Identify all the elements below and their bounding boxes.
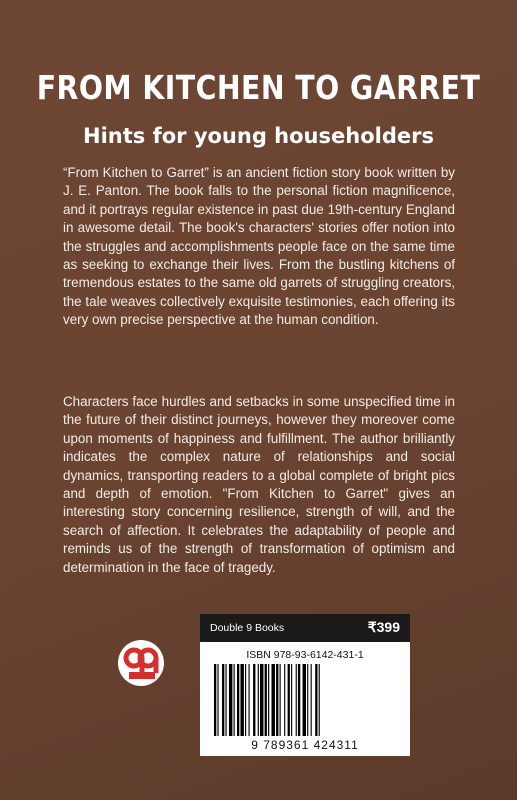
blurb-paragraph-1: “From Kitchen to Garret” is an ancient fiction story book written by J. E. Panton. The book falls to the personal fiction magnificence, and it portrays regular existence in past due 19th-century England in awesome detail. The book's characters' stories offer notion into the struggles and accomplishments people face on the same time as seeking to exchange their lives. From the bustling kitchens of tremendous estates to the same old garrets of struggling creators, the tale weaves collectively exquisite testimonies, each offering its very own precise perspective at the human condition. <box>63 165 455 328</box>
page-subtitle: Hints for young householders <box>83 124 434 148</box>
page-title: FROM KITCHEN TO GARRET <box>36 68 481 107</box>
publisher-logo <box>117 639 165 687</box>
barcode-box <box>200 614 410 756</box>
barcode-bars <box>214 664 398 736</box>
price-label: ₹399 <box>367 619 400 635</box>
barcode-header <box>200 614 410 642</box>
blurb-paragraph-2: Characters face hurdles and setbacks in some unspecified time in the future of their distinct journeys, however they moreover come upon moments of happiness and fulfillment. The author brilliantly indicates the complex nature of relationships and social dynamics, transporting readers to a global complete of bright pics and depth of emotion. "From Kitchen to Garret" gives an interesting story concerning resilience, strength of will, and the search of affection. It celebrates the adaptability of people and reminds us of the strength of transformation of optimism and determination in the face of tragedy. <box>63 394 455 575</box>
isbn-label: ISBN 978-93-6142-431-1 <box>246 649 364 661</box>
barcode-number: 9 789361 424311 <box>251 738 359 752</box>
publisher-name: Double 9 Books <box>210 622 285 634</box>
double9-logo-icon <box>117 639 165 687</box>
